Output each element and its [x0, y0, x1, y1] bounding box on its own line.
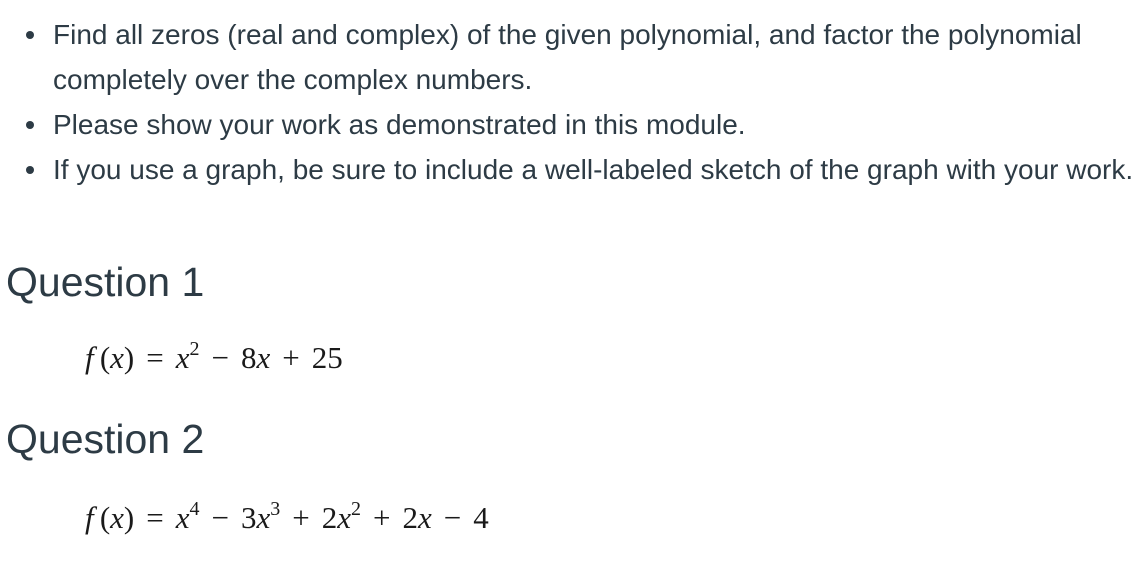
instruction-item [0, 147, 1140, 192]
term-variable: x [256, 500, 271, 535]
equals-sign: = [146, 500, 164, 535]
question-1-equation: f $(x) = x^2 - 8x + 25$ [85, 338, 343, 375]
term-sign: − [211, 340, 229, 375]
bullet-icon [26, 121, 34, 129]
function-name: f [85, 340, 94, 375]
instructions-list [0, 12, 1140, 192]
question-2-equation: f $(x) = x^4 - 3x^3 + 2x^2 + 2x - 4$ [85, 498, 489, 535]
bullet-icon [26, 166, 34, 174]
term-variable: x [417, 500, 432, 535]
instruction-item [0, 12, 1140, 102]
term-coefficient: 25 [311, 340, 343, 375]
function-name: f [85, 500, 94, 535]
question-2-heading: Question 2 [6, 416, 205, 462]
term-sign: − [443, 500, 462, 535]
term-coefficient: 8 [240, 340, 257, 375]
function-variable: x [110, 340, 124, 375]
term-variable: x [175, 500, 190, 535]
term-sign: − [211, 500, 229, 535]
term-variable: x [337, 500, 351, 535]
term-coefficient: 3 [240, 500, 257, 535]
instruction-text: Please show your work as demonstrated in this module. [53, 109, 746, 140]
term-coefficient: 2 [402, 500, 418, 535]
term-coefficient: 4 [473, 500, 489, 535]
term-exponent: 2 [351, 498, 361, 520]
instruction-text: Find all zeros (real and complex) of the given polynomial, and factor the polynomial completely over the complex numbers. [53, 19, 1082, 95]
equals-sign: = [146, 340, 164, 375]
term-sign: + [373, 500, 391, 535]
instruction-item [0, 102, 1140, 147]
question-1-heading: Question 1 [6, 259, 205, 305]
term-exponent: 2 [189, 338, 200, 360]
function-variable: x [110, 500, 124, 535]
term-variable: x [175, 340, 190, 375]
term-variable: x [256, 340, 271, 375]
term-sign: + [292, 500, 310, 535]
instruction-text: If you use a graph, be sure to include a well-labeled sketch of the graph with your work. [53, 154, 1134, 185]
term-exponent: 4 [189, 498, 200, 520]
term-coefficient: 2 [321, 500, 338, 535]
term-exponent: 3 [270, 498, 281, 520]
term-sign: + [282, 340, 300, 375]
bullet-icon [26, 31, 34, 39]
